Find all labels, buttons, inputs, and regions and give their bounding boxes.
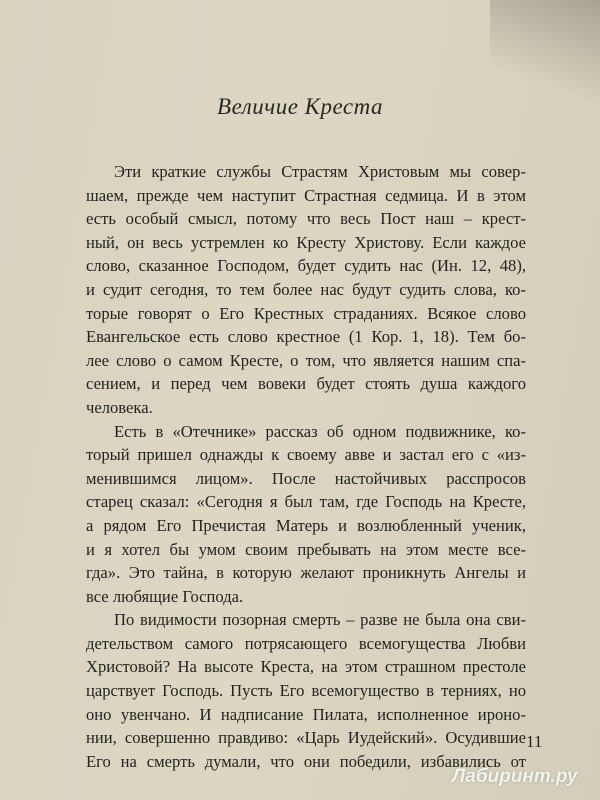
text-line: человека. (86, 397, 153, 417)
text-line: По видимости позорная смерть – разве не была она сви- (114, 610, 526, 630)
text-line: ный, он весь устремлен ко Кресту Христову. Если каждое (86, 232, 526, 252)
text-line: есть особый смысл, потому что весь Пост наш – крест- (86, 209, 526, 229)
watermark-logo: Лабиринт.ру (452, 766, 578, 787)
text-line: Евангельское есть слово крестное (1 Кор. 1, 18). Тем бо- (86, 327, 526, 347)
chapter-title: Величие Креста (217, 94, 383, 119)
text-line: лее слово о самом Кресте, о том, что является нашим спа- (86, 350, 526, 370)
text-line: а рядом Его Пречистая Матерь и возлюбленный ученик, (86, 515, 526, 535)
text-line: слово, сказанное Господом, будет судить нас (Ин. 12, 48), (86, 256, 526, 276)
text-line: Его на смерть думали, что они победили, избавились от (86, 751, 526, 771)
text-line: гда». Это тайна, в которую желают проникнуть Ангелы и (86, 563, 526, 583)
text-line: и я хотел бы умом своим пребывать на этом месте все- (86, 539, 526, 559)
text-line: оно увенчано. И надписание Пилата, исполненное ироно- (86, 704, 526, 724)
text-line: сением, и перед чем вовеки будет стоять душа каждого (86, 374, 526, 394)
text-line: Эти краткие службы Страстям Христовым мы совер- (114, 162, 526, 181)
text-line: менившимся лицом». После настойчивых расспросов (86, 468, 526, 488)
text-line: царствует Господь. Пусть Его всемогущество в терниях, но (86, 681, 526, 701)
text-line: и судит сегодня, то тем более нас будут судить слова, ко- (86, 279, 526, 299)
text-line: шаем, прежде чем наступит Страстная седмица. И в этом (86, 185, 526, 205)
page-number: 11 (526, 732, 543, 751)
text-line: старец сказал: «Сегодня я был там, где Господь на Кресте, (86, 492, 526, 512)
text-line: все любящие Господа. (86, 586, 244, 606)
text-line: Христовой? На высоте Креста, на этом страшном престоле (86, 657, 526, 677)
text-line: Есть в «Отечнике» рассказ об одном подвижнике, ко- (114, 421, 526, 441)
text-line: нии, совершенно правдиво: «Царь Иудейский». Осудившие (86, 728, 526, 748)
body-text (86, 160, 526, 773)
text-line: торые говорят о Его Крестных страданиях. Всякое слово (86, 303, 526, 323)
text-line: детельством самого потрясающего всемогущества Любви (86, 633, 526, 653)
text-line: торый пришел однажды к своему авве и застал его с «из- (86, 445, 526, 465)
